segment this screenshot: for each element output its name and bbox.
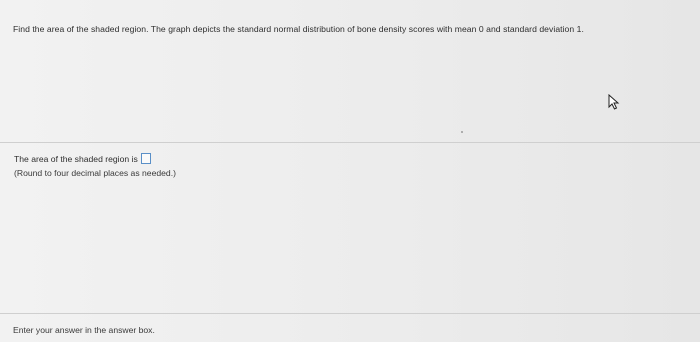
mouse-pointer-icon [608, 94, 622, 110]
rounding-hint: (Round to four decimal places as needed.) [14, 168, 176, 178]
answer-prompt: The area of the shaded region is [14, 153, 138, 164]
question-text: Find the area of the shaded region. The graph depicts the standard normal distribution of bone density scores with mean 0 and standard deviation 1. [13, 24, 584, 34]
footer-divider [0, 313, 700, 314]
answer-line [14, 153, 151, 164]
stray-dot [461, 131, 463, 133]
footer-hint: Enter your answer in the answer box. [13, 325, 155, 335]
section-divider [0, 142, 700, 143]
answer-input-box[interactable] [141, 153, 151, 164]
